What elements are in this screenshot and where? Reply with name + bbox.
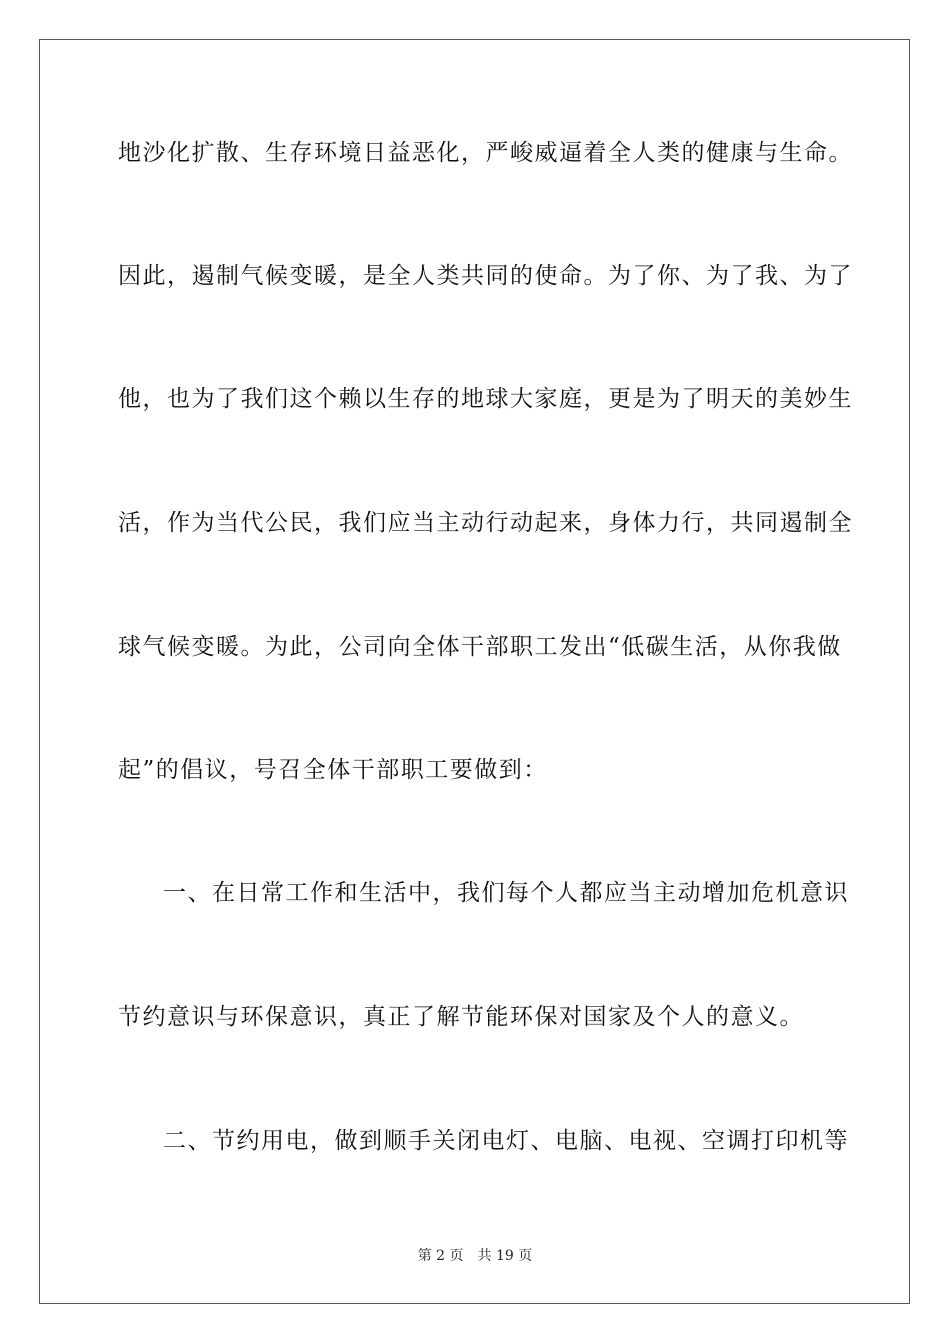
body-text-line-5: 球气候变暖。为此，公司向全体干部职工发出“低碳生活，从你我做	[118, 634, 842, 660]
body-text-line-9: 二、节约用电，做到顺手关闭电灯、电脑、电视、空调打印机等	[163, 1128, 849, 1154]
body-text-line-7: 一、在日常工作和生活中，我们每个人都应当主动增加危机意识	[163, 880, 849, 906]
page-number: 第 2 页	[417, 1248, 464, 1264]
body-text-line-4: 活，作为当代公民，我们应当主动行动起来，身体力行，共同遏制全	[118, 510, 853, 536]
body-text-line-3: 他，也为了我们这个赖以生存的地球大家庭，更是为了明天的美妙生	[118, 386, 853, 412]
body-text-line-1: 地沙化扩散、生存环境日益恶化，严峻威逼着全人类的健康与生命。	[118, 140, 853, 166]
page-border	[39, 39, 910, 1304]
body-text-line-6: 起”的倡议，号召全体干部职工要做到：	[118, 757, 548, 783]
page-footer	[0, 1247, 950, 1265]
page-total: 共 19 页	[477, 1248, 533, 1264]
body-text-line-8: 节约意识与环保意识，真正了解节能环保对国家及个人的意义。	[118, 1004, 804, 1030]
body-text-line-2: 因此，遏制气候变暖，是全人类共同的使命。为了你、为了我、为了	[118, 263, 853, 289]
